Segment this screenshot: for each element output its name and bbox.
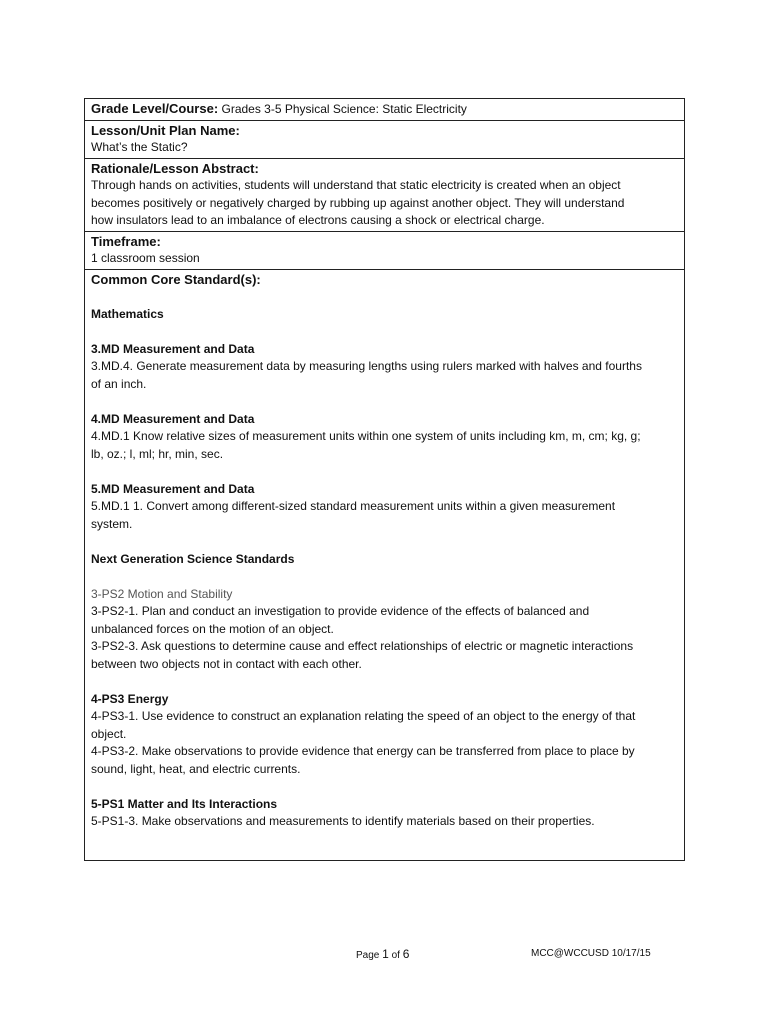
timeframe-label: Timeframe: — [91, 233, 161, 249]
page-current: 1 — [382, 947, 389, 961]
page-total: 6 — [402, 947, 410, 961]
standard-line: 3-PS2-1. Plan and conduct an investigation to provide evidence of the effects of balanced and — [91, 604, 590, 618]
standard-line: of an inch. — [91, 376, 147, 391]
md5-heading: 5.MD Measurement and Data — [91, 481, 255, 496]
md4-heading: 4.MD Measurement and Data — [91, 411, 255, 426]
standard-line: unbalanced forces on the motion of an object. — [91, 621, 334, 636]
standards-row — [85, 270, 684, 860]
standard-line: 3.MD.4. Generate measurement data by measuring lengths using rulers marked with halves and fourths — [91, 359, 642, 373]
standard-line: sound, light, heat, and electric currents. — [91, 761, 301, 776]
grade-level-label: Grade Level/Course: — [91, 101, 219, 116]
lesson-plan-table — [84, 98, 685, 861]
ps3-heading: 4-PS3 Energy — [91, 691, 169, 706]
standard-line: between two objects not in contact with each other. — [91, 656, 362, 671]
standard-line: 5.MD.1 1. Convert among different-sized standard measurement units within a given measurement — [91, 499, 616, 513]
grade-level-value: Grades 3-5 Physical Science: Static Electricity — [221, 102, 467, 116]
standard-line: 4-PS3-2. Make observations to provide evidence that energy can be transferred from place to place by — [91, 744, 635, 758]
rationale-label: Rationale/Lesson Abstract: — [91, 160, 259, 176]
standard-line: 5-PS1-3. Make observations and measurements to identify materials based on their properties. — [91, 814, 595, 828]
rationale-line: Through hands on activities, students will understand that static electricity is created when an object — [91, 178, 621, 192]
ngss-heading: Next Generation Science Standards — [91, 551, 295, 566]
lesson-name-row — [85, 121, 684, 159]
page-number — [356, 947, 409, 961]
md3-heading: 3.MD Measurement and Data — [91, 341, 255, 356]
timeframe-row — [85, 232, 684, 270]
rationale-line: how insulators lead to an imbalance of electrons causing a shock or electrical charge. — [91, 213, 545, 227]
math-heading: Mathematics — [91, 306, 164, 321]
standard-line: 3-PS2-3. Ask questions to determine cause and effect relationships of electric or magnetic interactions — [91, 639, 634, 653]
rationale-row — [85, 159, 684, 232]
standard-line: lb, oz.; l, ml; hr, min, sec. — [91, 446, 224, 461]
ps1-heading: 5-PS1 Matter and Its Interactions — [91, 796, 278, 811]
grade-level-row — [85, 99, 684, 121]
rationale-line: becomes positively or negatively charged by rubbing up against another object. They will understand — [91, 195, 625, 210]
standards-label: Common Core Standard(s): — [91, 271, 261, 287]
standard-line: 4.MD.1 Know relative sizes of measurement units within one system of units including km, m, cm; kg, g; — [91, 429, 641, 443]
standard-line: system. — [91, 516, 133, 531]
standard-line: object. — [91, 726, 127, 741]
page-prefix: Page — [356, 950, 380, 961]
standard-line: 4-PS3-1. Use evidence to construct an explanation relating the speed of an object to the energy of that — [91, 709, 636, 723]
page-of: of — [391, 950, 400, 961]
ps2-heading: 3-PS2 Motion and Stability — [91, 586, 233, 601]
lesson-name-value: What’s the Static? — [91, 140, 188, 154]
timeframe-value: 1 classroom session — [91, 251, 200, 265]
lesson-name-label: Lesson/Unit Plan Name: — [91, 122, 240, 138]
footer-attribution: MCC@WCCUSD 10/17/15 — [531, 948, 651, 959]
